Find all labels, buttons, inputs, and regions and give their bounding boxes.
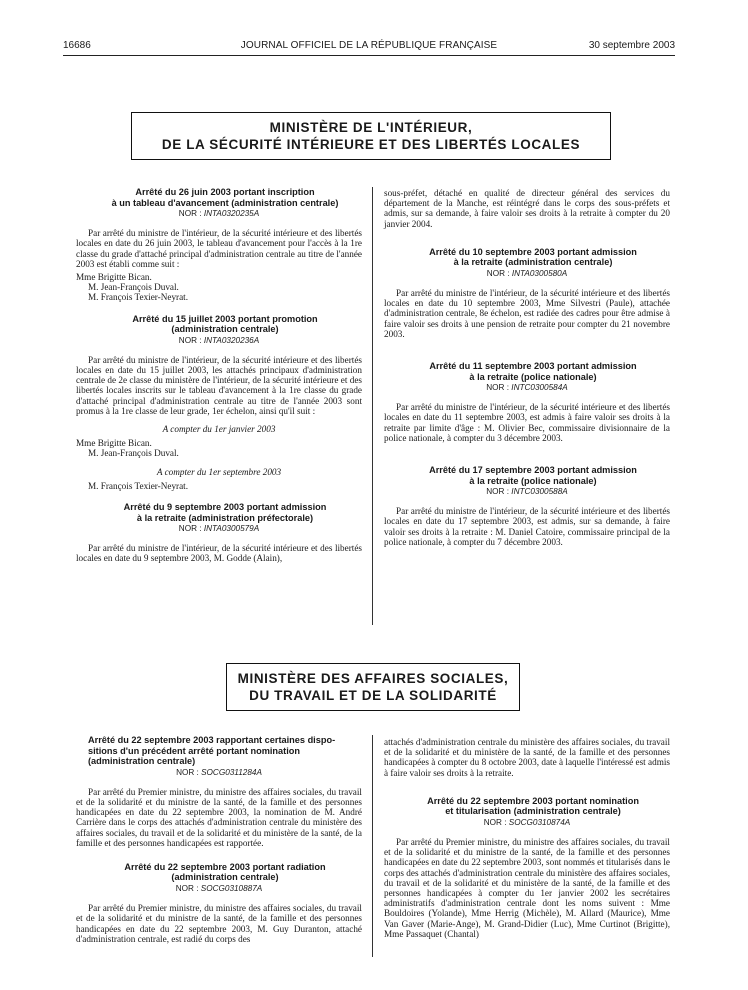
running-header [63, 40, 675, 54]
decree-title: à la retraite (police nationale) [469, 371, 597, 382]
decree-title: Arrêté du 26 juin 2003 portant inscription [135, 187, 315, 197]
decree-body: Par arrêté du ministre de l'intérieur, de la sécurité intérieure et des libertés locales en date du 10 septembre 2003, Mme Silvestri (Paule), attachée d'administration centrale, 8e échelon, est radiée des cadres pour être admise à faire valoir ses droits à une pension de retraite pour compter du 21 novembre 2003. [384, 288, 670, 339]
decree-title: (administration centrale) [88, 756, 196, 766]
effective-date: A compter du 1er janvier 2003 [162, 424, 276, 435]
name-line: M. Jean-François Duval. [88, 448, 179, 459]
ministry-heading-interieur [131, 112, 611, 160]
issue-date: 30 septembre 2003 [588, 40, 675, 51]
decree-body: Par arrêté du Premier ministre, du ministre des affaires sociales, du travail et de la solidarité et du ministre de la santé, de la famille et des personnes handicapées en date du 22 septembre 2003, la nomination de M. André Carrière dans le corps des attachés d'administration centrale du ministère des affaires sociales, du travail et de la solidarité et du ministère de la santé, de la famille et des personnes handicapées est rapportée. [76, 786, 362, 848]
nor-reference: NOR : INTA0300579A [178, 524, 260, 534]
decree-body: Par arrêté du ministre de l'intérieur, de la sécurité intérieure et des libertés locales en date du 26 juin 2003, le tableau d'avancement pour l'accès à la 1re classe du grade d'attaché principal d'administration centrale au titre de l'année 2003 est établi comme suit : [76, 228, 362, 269]
section1-left-column [76, 187, 362, 564]
section2-left-column [76, 735, 362, 944]
nor-reference: NOR : INTC0300588A [486, 487, 568, 497]
nor-reference: NOR : SOCG0311284A [176, 767, 262, 777]
name-line: M. François Texier-Neyrat. [88, 480, 189, 491]
page-number: 16686 [63, 40, 91, 51]
decree-title: à la retraite (administration centrale) [453, 257, 613, 268]
decree-title: Arrêté du 11 septembre 2003 portant admission [429, 361, 637, 372]
decree-title: à un tableau d'avancement (administration centrale) [111, 197, 339, 208]
nor-reference: NOR : INTA0320235A [178, 209, 260, 218]
decree-body: Par arrêté du ministre de l'intérieur, de la sécurité intérieure et des libertés locales en date du 15 juillet 2003, les attachés principaux d'administration centrale de 2e classe du ministère de l'intérieur, de la sécurité intérieure et des libertés locales inscrits sur le tableau d'avancement à la 1re classe du grade d'attaché principal d'administration centrale au titre de l'année 2003 sont promus à la 1re classe de leur grade, 1er échelon, ainsi qu'il suit : [76, 354, 362, 416]
nor-reference: NOR : SOCG0310874A [483, 817, 571, 827]
nor-code: SOCG0310887A [200, 883, 263, 893]
decree-title: Arrêté du 22 septembre 2003 rapportant certaines dispo- [88, 735, 336, 745]
name-line: M. François Texier-Neyrat. [88, 292, 189, 303]
name-line: M. Jean-François Duval. [88, 282, 179, 293]
nor-code: INTA0320235A [203, 209, 260, 218]
nor-code: INTC0300584A [511, 383, 568, 393]
decree-body: Par arrêté du ministre de l'intérieur, de la sécurité intérieure et des libertés locales en date du 9 septembre 2003, M. Godde (Alain), [76, 543, 362, 564]
decree-body: Par arrêté du ministre de l'intérieur, de la sécurité intérieure et des libertés locales en date du 11 septembre 2003, est admis à faire valoir ses droits à la retraite par limite d'âge : M. Olivier Bec, commissaire divisionnaire de la police nationale, à compter du 3 décembre 2003. [384, 402, 670, 443]
decree-title: à la retraite (police nationale) [469, 475, 597, 486]
section2-right-column [384, 737, 670, 939]
decree-body: Par arrêté du Premier ministre, du ministre des affaires sociales, du travail et de la solidarité et du ministre de la santé, de la famille et des personnes handicapées en date du 22 septembre 2003, sont nommés et titularisés dans le corps des attachés d'administration centrale du ministère des affaires sociales, du travail et de la solidarité et du ministère de la santé, de la famille et des personnes handicapées à compter du 1er janvier 2002 les secrétaires administratifs d'administration centrale dont les noms suivent : Mme Bouldoires (Yolande), Mme Herrig (Michèle), M. Allard (Maurice), Mme Van Gaver (Marie-Ange), M. Grand-Didier (Luc), Mme Curtinot (Brigitte), Mme Passaquet (Chantal) [384, 837, 670, 939]
nor-code: INTA0300579A [203, 524, 260, 534]
nor-code: SOCG0311284A [201, 767, 262, 777]
column-divider [372, 735, 373, 957]
ministry-line-1: MINISTÈRE DES AFFAIRES SOCIALES, [237, 671, 509, 686]
nor-code: INTA0320236A [203, 335, 260, 345]
decree-title: (administration centrale) [171, 872, 279, 883]
column-divider [372, 187, 373, 625]
decree-body: Par arrêté du Premier ministre, du ministre des affaires sociales, du travail et de la solidarité et du ministre de la santé, de la famille et des personnes handicapées en date du 22 septembre 2003, M. Guy Duranton, attaché d'administration centrale, est radié du corps des [76, 903, 362, 944]
journal-title: JOURNAL OFFICIEL DE LA RÉPUBLIQUE FRANÇAISE [240, 40, 498, 51]
nor-code: SOCG0310874A [508, 817, 571, 827]
ministry-line-2: DU TRAVAIL ET DE LA SOLIDARITÉ [249, 688, 497, 703]
section1-right-column [384, 188, 670, 547]
decree-title: Arrêté du 10 septembre 2003 portant admission [429, 246, 637, 257]
ministry-line-1: MINISTÈRE DE L'INTÉRIEUR, [269, 120, 473, 135]
decree-title: Arrêté du 22 septembre 2003 portant nomination [427, 795, 639, 806]
effective-date: A compter du 1er septembre 2003 [156, 466, 282, 477]
decree-title: sitions d'un précédent arrêté portant nomination [88, 745, 300, 756]
nor-code: INTC0300588A [511, 487, 568, 497]
decree-title: Arrêté du 22 septembre 2003 portant radiation [124, 861, 326, 872]
decree-body-continued: sous-préfet, détaché en qualité de directeur général des services du département de la Manche, est réintégré dans le corps des sous-préfets et admis, sur sa demande, à faire valoir ses droits à la retraite à compter du 20 janvier 2004. [384, 188, 670, 229]
decree-title: à la retraite (administration préfectorale) [136, 512, 314, 523]
nor-reference: NOR : INTA0300580A [486, 268, 568, 278]
decree-body-continued: attachés d'administration centrale du ministère des affaires sociales, du travail et de la solidarité et du ministère de la santé, de la famille et des personnes handicapées à compter du 8 octobre 2003, date à laquelle l'intéressé est admis à faire valoir ses droits à la retraite. [384, 737, 670, 778]
decree-title: Arrêté du 17 septembre 2003 portant admission [429, 465, 637, 476]
decree-title: et titularisation (administration centrale) [445, 806, 621, 817]
name-line: Mme Brigitte Bican. [76, 272, 152, 283]
decree-title: Arrêté du 15 juillet 2003 portant promotion [132, 313, 318, 324]
header-rule [63, 55, 675, 56]
decree-body: Par arrêté du ministre de l'intérieur, de la sécurité intérieure et des libertés locales en date du 17 septembre 2003, est admis, sur sa demande, à faire valoir ses droits à la retraite : M. Daniel Catoire, commissaire principal de la police nationale, à compter du 7 décembre 2003. [384, 506, 670, 547]
ministry-heading-affaires-sociales [226, 663, 520, 711]
nor-code: INTA0300580A [511, 268, 568, 278]
nor-reference: NOR : INTA0320236A [178, 335, 260, 345]
nor-reference: NOR : INTC0300584A [486, 383, 568, 393]
ministry-line-2: DE LA SÉCURITÉ INTÉRIEURE ET DES LIBERTÉS LOCALES [161, 137, 581, 152]
nor-reference: NOR : SOCG0310887A [175, 883, 263, 893]
decree-title: Arrêté du 9 septembre 2003 portant admission [123, 502, 327, 513]
name-line: Mme Brigitte Bican. [76, 438, 152, 449]
decree-title: (administration centrale) [171, 324, 279, 335]
